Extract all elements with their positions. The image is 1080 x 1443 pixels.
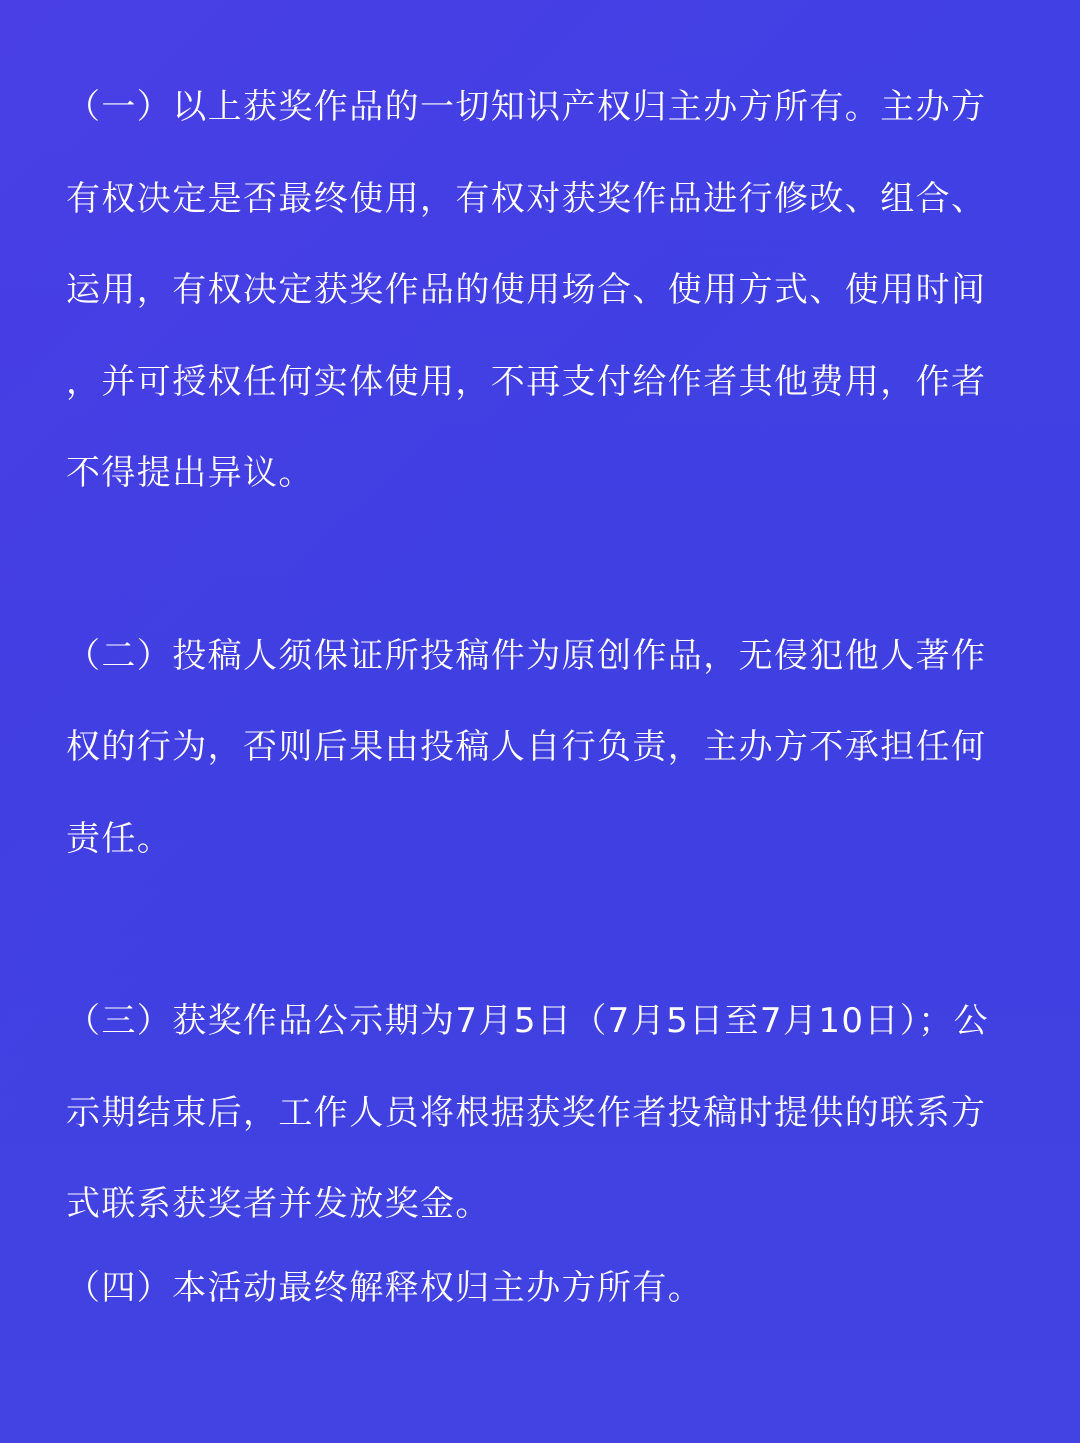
terms-content: [66, 62, 1020, 1334]
paragraph-3-line-1: （三）获奖作品公示期为7月5日（7月5日至7月10日）；公: [66, 1001, 990, 1041]
paragraph-2-line-1: （二）投稿人须保证所投稿件为原创作品，无侵犯他人著作: [66, 635, 987, 676]
paragraph-1-line-2: 有权决定是否最终使用，有权对获奖作品进行修改、组合、: [66, 178, 987, 219]
paragraph-4: [66, 1243, 1020, 1335]
paragraph-1-line-5: 不得提出异议。: [66, 453, 314, 493]
paragraph-2-line-2: 权的行为，否则后果由投稿人自行负责，主办方不承担任何: [66, 727, 987, 767]
paragraph-1-line-1: （一）以上获奖作品的一切知识产权归主办方所有。主办方: [66, 87, 987, 127]
paragraph-3: [66, 976, 1020, 1251]
paragraph-1-line-3: 运用，有权决定获奖作品的使用场合、使用方式、使用时间: [66, 270, 987, 310]
paragraph-3-line-3: 式联系获奖者并发放奖金。: [66, 1184, 491, 1224]
paragraph-3-line-2: 示期结束后，工作人员将根据获奖作者投稿时提供的联系方: [66, 1092, 987, 1133]
paragraph-4-line-1: （四）本活动最终解释权归主办方所有。: [66, 1267, 704, 1308]
paragraph-2-line-3: 责任。: [66, 818, 173, 859]
paragraph-1-line-4: ，并可授权任何实体使用，不再支付给作者其他费用，作者: [66, 361, 987, 402]
paragraph-1: [66, 62, 1020, 520]
paragraph-2: [66, 611, 1020, 886]
